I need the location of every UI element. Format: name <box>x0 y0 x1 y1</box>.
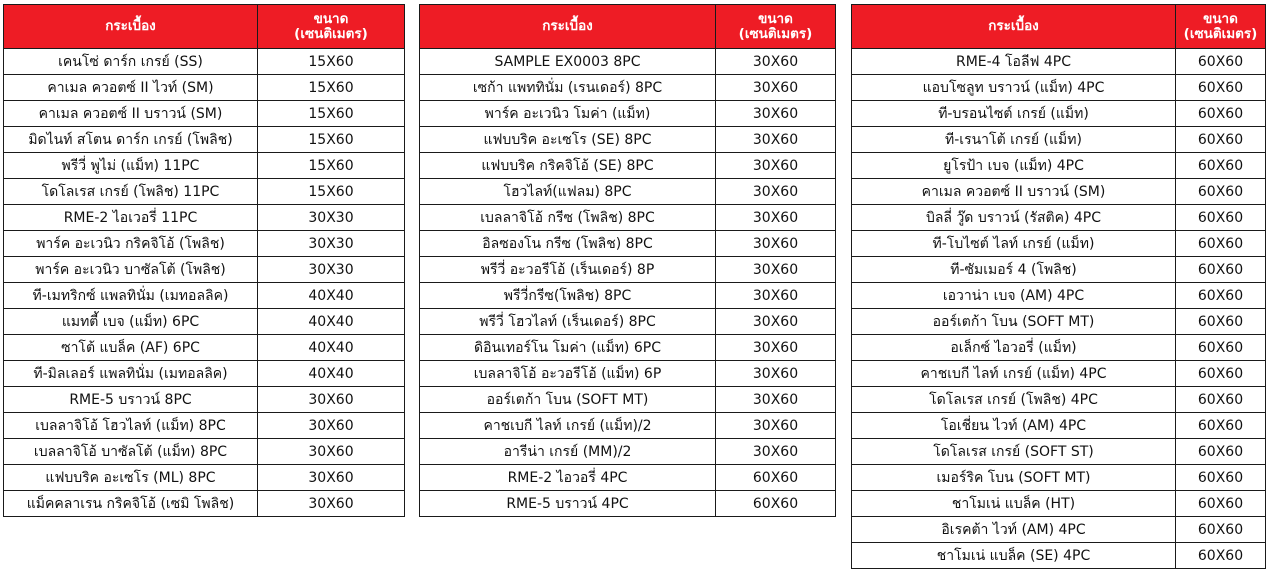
table-row <box>420 153 836 179</box>
header-size <box>716 5 836 49</box>
tile-size-cell: 15X60 <box>258 49 405 75</box>
tile-name-cell: โดโลเรส เกรย์ (โพลิช) 11PC <box>4 179 258 205</box>
table-row <box>420 257 836 283</box>
tile-size-cell: 60X60 <box>1176 439 1266 465</box>
header-size-line2: (เซนติเมตร) <box>1183 25 1258 42</box>
tile-name-cell: เมอร์ริค โบน (SOFT MT) <box>852 465 1176 491</box>
tile-size-cell: 30X60 <box>716 205 836 231</box>
tile-name-cell: แฟบบริค อะเซโร (ML) 8PC <box>4 465 258 491</box>
table-row <box>852 205 1266 231</box>
header-size-line1: ขนาด <box>313 10 349 27</box>
table-row <box>852 101 1266 127</box>
tile-name-cell: คาเมล ควอตซ์ II บราวน์ (SM) <box>852 179 1176 205</box>
tile-size-cell: 40X40 <box>258 283 405 309</box>
table-row <box>420 231 836 257</box>
tile-name-cell: เบลลาจิโอ้ บาซัลโต้ (แม็ท) 8PC <box>4 439 258 465</box>
tile-size-cell: 60X60 <box>1176 309 1266 335</box>
table-row <box>4 205 405 231</box>
tile-size-cell: 30X60 <box>716 413 836 439</box>
header-size-line2: (เซนติเมตร) <box>294 25 368 42</box>
tile-size-cell: 30X60 <box>716 335 836 361</box>
table-row <box>852 543 1266 569</box>
table-row <box>420 491 836 517</box>
tile-name-cell: RME-2 ไอเวอรี่ 11PC <box>4 205 258 231</box>
tile-name-cell: โอเชี่ยน ไวท์ (AM) 4PC <box>852 413 1176 439</box>
tile-table-2 <box>419 4 836 517</box>
table-row <box>852 491 1266 517</box>
table-row <box>852 387 1266 413</box>
tile-size-cell: 30X60 <box>716 75 836 101</box>
tile-size-cell: 60X60 <box>1176 75 1266 101</box>
table-row <box>4 179 405 205</box>
tile-size-cell: 30X60 <box>258 413 405 439</box>
tile-name-cell: อารีน่า เกรย์ (MM)/2 <box>420 439 716 465</box>
tile-size-cell: 30X30 <box>258 205 405 231</box>
tile-size-cell: 30X60 <box>716 127 836 153</box>
table-row <box>420 127 836 153</box>
header-tile-name: กระเบื้อง <box>4 5 258 49</box>
table-row <box>852 413 1266 439</box>
table-row <box>852 179 1266 205</box>
tile-size-cell: 60X60 <box>1176 361 1266 387</box>
tile-size-cell: 30X60 <box>716 231 836 257</box>
table-row <box>4 465 405 491</box>
tile-size-cell: 60X60 <box>1176 413 1266 439</box>
table-row <box>420 49 836 75</box>
table-row <box>4 413 405 439</box>
tile-size-cell: 40X40 <box>258 309 405 335</box>
tile-name-cell: ออร์เตก้า โบน (SOFT MT) <box>420 387 716 413</box>
tile-table-1 <box>3 4 405 517</box>
table-row <box>4 309 405 335</box>
header-size-line1: ขนาด <box>1203 10 1238 27</box>
table-row <box>852 75 1266 101</box>
tile-size-cell: 30X60 <box>716 153 836 179</box>
tile-name-cell: แม็คคลาเรน กริคจิโอ้ (เซมิ โพลิช) <box>4 491 258 517</box>
tile-size-cell: 60X60 <box>1176 491 1266 517</box>
table-row <box>420 309 836 335</box>
tile-name-cell: ชาโมเน่ แบล็ค (SE) 4PC <box>852 543 1176 569</box>
tile-name-cell: คาเมล ควอตซ์ II ไวท์ (SM) <box>4 75 258 101</box>
tile-size-cell: 15X60 <box>258 127 405 153</box>
tile-name-cell: RME-2 ไอวอรี่ 4PC <box>420 465 716 491</box>
tile-name-cell: มิดไนท์ สโตน ดาร์ก เกรย์ (โพลิช) <box>4 127 258 153</box>
tile-size-cell: 15X60 <box>258 101 405 127</box>
table-row <box>420 465 836 491</box>
tile-name-cell: ยูโรป้า เบจ (แม็ท) 4PC <box>852 153 1176 179</box>
tile-name-cell: โฮวไลท์(แฟลม) 8PC <box>420 179 716 205</box>
tile-size-cell: 60X60 <box>1176 517 1266 543</box>
tile-name-cell: แมทตี้ เบจ (แม็ท) 6PC <box>4 309 258 335</box>
tile-name-cell: RME-5 บราวน์ 8PC <box>4 387 258 413</box>
table-row <box>4 439 405 465</box>
tile-name-cell: เคนโซ่ ดาร์ก เกรย์ (SS) <box>4 49 258 75</box>
tile-size-cell: 60X60 <box>1176 231 1266 257</box>
tile-size-cell: 30X60 <box>716 179 836 205</box>
tile-name-cell: อเล็กซ์ ไอวอรี่ (แม็ท) <box>852 335 1176 361</box>
header-row <box>420 5 836 49</box>
table-row <box>852 257 1266 283</box>
tile-name-cell: โดโลเรส เกรย์ (โพลิช) 4PC <box>852 387 1176 413</box>
table-row <box>4 257 405 283</box>
tile-size-cell: 15X60 <box>258 75 405 101</box>
tile-size-cell: 60X60 <box>1176 387 1266 413</box>
tile-name-cell: เบลลาจิโอ้ อะวอรีโอ้ (แม็ท) 6P <box>420 361 716 387</box>
tile-size-cell: 30X30 <box>258 257 405 283</box>
table-row <box>420 413 836 439</box>
header-size-line1: ขนาด <box>758 10 793 27</box>
tile-name-cell: ดิอินเทอร์โน โมค่า (แม็ท) 6PC <box>420 335 716 361</box>
tile-name-cell: พาร์ค อะเวนิว โมค่า (แม็ท) <box>420 101 716 127</box>
tile-size-cell: 30X60 <box>258 465 405 491</box>
tile-name-cell: RME-4 โอลีฟ 4PC <box>852 49 1176 75</box>
tile-size-cell: 15X60 <box>258 179 405 205</box>
tile-size-cell: 60X60 <box>1176 153 1266 179</box>
tile-name-cell: ที-มิลเลอร์ แพลทินั่ม (เมทอลลิค) <box>4 361 258 387</box>
tile-size-cell: 60X60 <box>1176 101 1266 127</box>
tile-name-cell: ที-เรนาโต้ เกรย์ (แม็ท) <box>852 127 1176 153</box>
tile-name-cell: บิลลี่ วู๊ด บราวน์ (รัสติค) 4PC <box>852 205 1176 231</box>
table-row <box>4 153 405 179</box>
tile-size-cell: 30X60 <box>716 49 836 75</box>
header-tile-name: กระเบื้อง <box>420 5 716 49</box>
table-row <box>4 335 405 361</box>
table-row <box>420 335 836 361</box>
tile-size-cell: 30X60 <box>716 439 836 465</box>
tile-name-cell: คาเมล ควอตซ์ II บราวน์ (SM) <box>4 101 258 127</box>
table-row <box>420 283 836 309</box>
table-row <box>420 361 836 387</box>
tile-size-cell: 30X60 <box>716 283 836 309</box>
tile-size-cell: 15X60 <box>258 153 405 179</box>
tile-size-cell: 60X60 <box>1176 179 1266 205</box>
tile-size-cell: 60X60 <box>1176 205 1266 231</box>
tile-size-cell: 60X60 <box>1176 49 1266 75</box>
tile-size-cell: 60X60 <box>1176 127 1266 153</box>
tile-name-cell: พรีวี่ อะวอรีโอ้ (เร็นเดอร์) 8P <box>420 257 716 283</box>
tile-name-cell: คาชเบกี ไลท์ เกรย์ (แม็ท)/2 <box>420 413 716 439</box>
table-row <box>420 205 836 231</box>
tile-name-cell: พาร์ค อะเวนิว บาซัลโต้ (โพลิช) <box>4 257 258 283</box>
tile-size-cell: 60X60 <box>1176 257 1266 283</box>
tile-size-cell: 60X60 <box>1176 465 1266 491</box>
tile-name-cell: โดโลเรส เกรย์ (SOFT ST) <box>852 439 1176 465</box>
tile-size-cell: 30X60 <box>716 309 836 335</box>
tile-size-cell: 60X60 <box>1176 543 1266 569</box>
header-row <box>852 5 1266 49</box>
tile-size-cell: 30X60 <box>258 491 405 517</box>
table-row <box>852 153 1266 179</box>
tile-size-cell: 30X60 <box>258 387 405 413</box>
tile-name-cell: คาชเบกี ไลท์ เกรย์ (แม็ท) 4PC <box>852 361 1176 387</box>
tile-name-cell: พรีวี่ พูไม่ (แม็ท) 11PC <box>4 153 258 179</box>
header-tile-name: กระเบื้อง <box>852 5 1176 49</box>
table-row <box>420 439 836 465</box>
header-size <box>258 5 405 49</box>
tile-name-cell: แฟบบริค กริคจิโอ้ (SE) 8PC <box>420 153 716 179</box>
tile-name-cell: พรีวี่ โฮวไลท์ (เร็นเดอร์) 8PC <box>420 309 716 335</box>
table-row <box>4 231 405 257</box>
tile-name-cell: อิเรคต้า ไวท์ (AM) 4PC <box>852 517 1176 543</box>
tile-name-cell: ที-ซัมเมอร์ 4 (โพลิช) <box>852 257 1176 283</box>
tile-size-cell: 30X60 <box>716 361 836 387</box>
tile-name-cell: แอบโซลูท บราวน์ (แม็ท) 4PC <box>852 75 1176 101</box>
tile-name-cell: เซก้า แพททินั่ม (เรนเดอร์) 8PC <box>420 75 716 101</box>
table-row <box>4 361 405 387</box>
tile-name-cell: เอวาน่า เบจ (AM) 4PC <box>852 283 1176 309</box>
tile-name-cell: พาร์ค อะเวนิว กริคจิโอ้ (โพลิช) <box>4 231 258 257</box>
tile-name-cell: แฟบบริค อะเซโร (SE) 8PC <box>420 127 716 153</box>
tile-size-cell: 30X60 <box>258 439 405 465</box>
tile-size-cell: 30X60 <box>716 101 836 127</box>
table-row <box>852 439 1266 465</box>
tile-size-cell: 60X60 <box>716 491 836 517</box>
tile-name-cell: ที-เมทริกซ์ แพลทินั่ม (เมทอลลิค) <box>4 283 258 309</box>
tile-name-cell: SAMPLE EX0003 8PC <box>420 49 716 75</box>
tile-name-cell: พรีวี่กรีซ(โพลิช) 8PC <box>420 283 716 309</box>
table-row <box>420 387 836 413</box>
table-row <box>4 127 405 153</box>
tile-name-cell: เบลลาจิโอ้ โฮวไลท์ (แม็ท) 8PC <box>4 413 258 439</box>
tile-size-cell: 60X60 <box>716 465 836 491</box>
table-row <box>4 101 405 127</box>
table-row <box>420 101 836 127</box>
table-row <box>852 49 1266 75</box>
tile-name-cell: อิลซองโน กรีซ (โพลิช) 8PC <box>420 231 716 257</box>
tile-size-cell: 30X60 <box>716 387 836 413</box>
header-size-line2: (เซนติเมตร) <box>738 25 813 42</box>
table-row <box>852 309 1266 335</box>
header-row <box>4 5 405 49</box>
table-row <box>420 179 836 205</box>
tile-size-cell: 40X40 <box>258 335 405 361</box>
tile-size-cell: 40X40 <box>258 361 405 387</box>
table-row <box>420 75 836 101</box>
table-row <box>4 283 405 309</box>
tile-name-cell: ที-บรอนไซต์ เกรย์ (แม็ท) <box>852 101 1176 127</box>
table-row <box>852 361 1266 387</box>
tile-name-cell: เบลลาจิโอ้ กรีซ (โพลิช) 8PC <box>420 205 716 231</box>
tile-name-cell: ออร์เตก้า โบน (SOFT MT) <box>852 309 1176 335</box>
tile-name-cell: RME-5 บราวน์ 4PC <box>420 491 716 517</box>
table-row <box>852 127 1266 153</box>
table-row <box>4 387 405 413</box>
header-size <box>1176 5 1266 49</box>
table-row <box>852 465 1266 491</box>
table-row <box>852 283 1266 309</box>
table-row <box>4 49 405 75</box>
table-row <box>4 75 405 101</box>
tile-size-cell: 60X60 <box>1176 335 1266 361</box>
table-row <box>852 517 1266 543</box>
tile-name-cell: ชาโมเน่ แบล็ค (HT) <box>852 491 1176 517</box>
table-row <box>852 231 1266 257</box>
tile-size-cell: 30X30 <box>258 231 405 257</box>
tile-name-cell: ซาโต้ แบล็ค (AF) 6PC <box>4 335 258 361</box>
tile-size-cell: 30X60 <box>716 257 836 283</box>
table-row <box>4 491 405 517</box>
tile-name-cell: ที-โบไซต์ ไลท์ เกรย์ (แม็ท) <box>852 231 1176 257</box>
table-row <box>852 335 1266 361</box>
tile-table-3 <box>851 4 1266 569</box>
tile-size-cell: 60X60 <box>1176 283 1266 309</box>
